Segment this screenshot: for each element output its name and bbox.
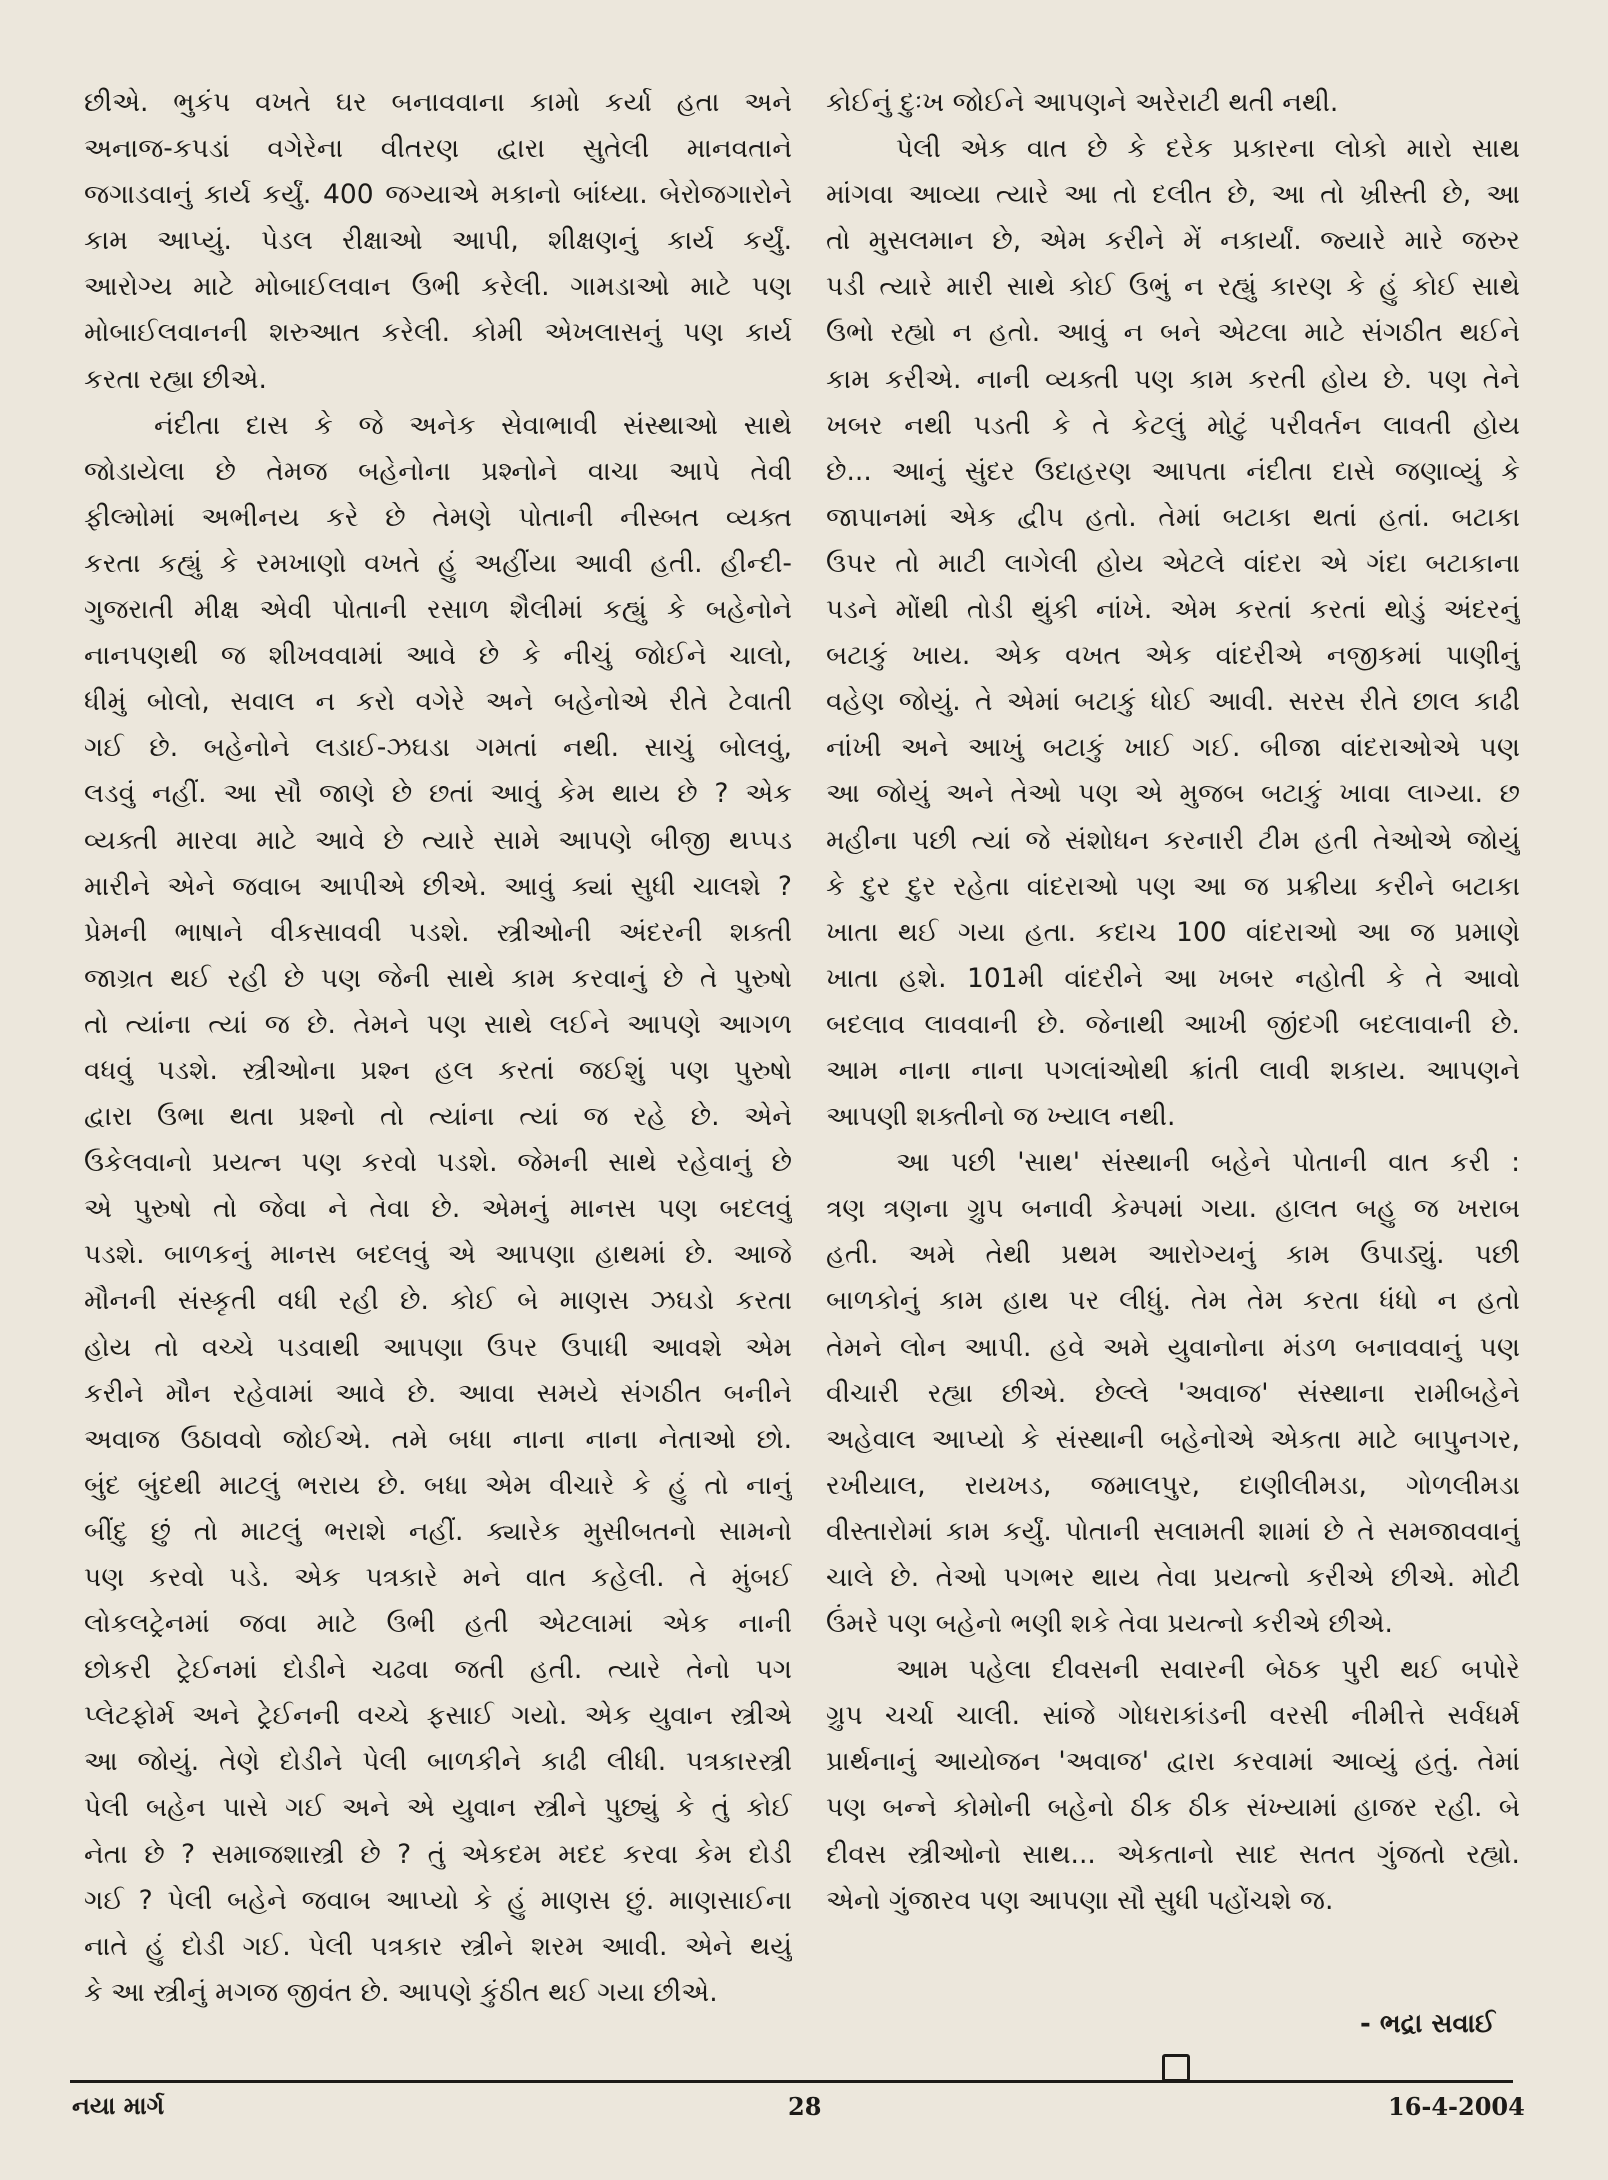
- text-line: બુંદ બુંદથી માટલું ભરાય છે. બધા એમ વીચારે કે હું તો નાનું: [84, 1469, 792, 1501]
- text-line: ગુજરાતી મીક્ષ એવી પોતાની રસાળ શૈલીમાં કહ્યું કે બહેનોને: [84, 594, 792, 626]
- text-line: જાગ્રત થઈ રહી છે પણ જેની સાથે કામ કરવાનું છે તે પુરુષો: [84, 962, 792, 994]
- text-line: આ જોયું. તેણે દોડીને પેલી બાળકીને કાઢી લીધી. પત્રકારસ્ત્રી: [84, 1746, 792, 1778]
- text-line: આપણી શક્તીનો જ ખ્યાલ નથી.: [826, 1101, 1176, 1133]
- text-line: ચાલે છે. તેઓ પગભર થાય તેવા પ્રયત્નો કરીએ છીએ. મોટી: [826, 1562, 1520, 1593]
- text-line: જગાડવાનું કાર્ય કર્યું. 400 જગ્યાએ મકાનો બાંધ્યા. બેરોજગારોને: [84, 179, 792, 211]
- text-line: આમ નાના નાના પગલાંઓથી ક્રાંતી લાવી શકાય. આપણને: [826, 1054, 1520, 1086]
- text-line: નાંખી અને આખું બટાકું ખાઈ ગઈ. બીજા વાંદરાઓએ પણ: [826, 732, 1520, 764]
- text-line: આરોગ્ય માટે મોબાઈલવાન ઉભી કરેલી. ગામડાઓ માટે પણ: [84, 271, 792, 303]
- article-end-square-icon: [1162, 2054, 1190, 2082]
- text-line: બટાકું ખાય. એક વખત એક વાંદરીએ નજીકમાં પાણીનું: [826, 640, 1520, 672]
- publication-name: નયા માર્ગ: [72, 2092, 165, 2120]
- text-line: ઉભો રહ્યો ન હતો. આવું ન બને એટલા માટે સંગઠીત થઈને: [826, 317, 1520, 349]
- text-line: ધીમું બોલો, સવાલ ન કરો વગેરે અને બહેનોએ રીતે ટેવાતી: [84, 686, 792, 718]
- text-line: આમ પહેલા દીવસની સવારની બેઠક પુરી થઈ બપોરે: [896, 1654, 1520, 1686]
- text-line: પેલી બહેન પાસે ગઈ અને એ યુવાન સ્ત્રીને પુછ્યું કે તું કોઈ: [84, 1792, 792, 1824]
- text-line: જાપાનમાં એક દ્વીપ હતો. તેમાં બટાકા થતાં હતાં. બટાકા: [826, 501, 1520, 533]
- text-line: તો મુસલમાન છે, એમ કરીને મેં નકાર્યાં. જ્યારે મારે જરુર: [826, 225, 1520, 257]
- text-line: છીએ. ભુકંપ વખતે ઘર બનાવવાના કામો કર્યા હતા અને: [84, 87, 792, 118]
- text-line: પડશે. બાળકનું માનસ બદલવું એ આપણા હાથમાં છે. આજે: [84, 1239, 792, 1271]
- text-line: કરતા રહ્યા છીએ.: [84, 363, 267, 395]
- author-signature: - ભદ્રા સવાઈ: [1360, 2009, 1496, 2039]
- article-right-column: [826, 80, 1520, 1924]
- text-line: પ્લેટફોર્મ અને ટ્રેઈનની વચ્ચે ફસાઈ ગયો. એક યુવાન સ્ત્રીએ: [84, 1700, 792, 1732]
- text-line: લોકલટ્રેનમાં જવા માટે ઉભી હતી એટલામાં એક નાની: [84, 1608, 792, 1640]
- text-line: કરતા કહ્યું કે રમખાણો વખતે હું અહીંયા આવી હતી. હીન્દી-: [84, 547, 792, 579]
- text-line: ગઈ છે. બહેનોને લડાઈ-ઝઘડા ગમતાં નથી. સાચું બોલવું,: [84, 732, 792, 764]
- text-line: બાળકોનું કામ હાથ પર લીધું. તેમ તેમ કરતા ધંધો ન હતો: [826, 1285, 1520, 1317]
- text-line: આ પછી 'સાથ' સંસ્થાની બહેને પોતાની વાત કરી :: [896, 1147, 1520, 1179]
- text-line: પ્રાર્થનાનું આયોજન 'અવાજ' દ્વારા કરવામાં આવ્યું હતું. તેમાં: [826, 1746, 1520, 1778]
- text-line: પણ બન્ને કોમોની બહેનો ઠીક ઠીક સંખ્યામાં હાજર રહી. બે: [826, 1792, 1520, 1824]
- text-line: મહીના પછી ત્યાં જે સંશોધન કરનારી ટીમ હતી તેઓએ જોયું: [826, 824, 1520, 856]
- issue-date: 16-4-2004: [1388, 2092, 1525, 2121]
- text-line: નાનપણથી જ શીખવવામાં આવે છે કે નીચું જોઈને ચાલો,: [84, 640, 792, 672]
- text-line: કે દુર દુર રહેતા વાંદરાઓ પણ આ જ પ્રક્રીયા કરીને બટાકા: [826, 870, 1520, 902]
- text-line: કે આ સ્ત્રીનું મગજ જીવંત છે. આપણે કુંઠીત થઈ ગયા છીએ.: [84, 1976, 718, 2008]
- text-line: એ પુરુષો તો જેવા ને તેવા છે. એમનું માનસ પણ બદલવું: [84, 1193, 792, 1225]
- text-line: વહેણ જોયું. તે એમાં બટાકું ધોઈ આવી. સરસ રીતે છાલ કાઢી: [826, 686, 1520, 718]
- text-line: પડને મોંથી તોડી થુંકી નાંખે. એમ કરતાં કરતાં થોડું અંદરનું: [826, 594, 1520, 626]
- text-line: પણ કરવો પડે. એક પત્રકારે મને વાત કહેલી. તે મુંબઈ: [84, 1562, 792, 1593]
- text-line: વ્યક્તી મારવા માટે આવે છે ત્યારે સામે આપણે બીજી થપ્પડ: [84, 824, 792, 856]
- text-line: મારીને એને જવાબ આપીએ છીએ. આવું ક્યાં સુધી ચાલશે ?: [84, 870, 792, 902]
- article-left-column: [84, 80, 792, 2016]
- text-line: નાતે હું દોડી ગઈ. પેલી પત્રકાર સ્ત્રીને શરમ આવી. એને થયું: [84, 1930, 792, 1962]
- text-line: પડી ત્યારે મારી સાથે કોઈ ઉભું ન રહ્યું કારણ કે હું કોઈ સાથે: [826, 271, 1520, 303]
- text-line: છે... આનું સુંદર ઉદાહરણ આપતા નંદીતા દાસે જણાવ્યું કે: [826, 455, 1520, 487]
- page-number: 28: [788, 2092, 822, 2121]
- text-line: ફીલ્મોમાં અભીનય કરે છે તેમણે પોતાની નીસ્બત વ્યક્ત: [84, 501, 792, 533]
- text-line: બદલાવ લાવવાની છે. જેનાથી આખી જીંદગી બદલાવાની છે.: [826, 1008, 1520, 1040]
- text-line: જોડાયેલા છે તેમજ બહેનોના પ્રશ્નોને વાચા આપે તેવી: [84, 455, 792, 487]
- text-line: વીસ્તારોમાં કામ કર્યું. પોતાની સલામતી શામાં છે તે સમજાવવાનું: [826, 1515, 1520, 1547]
- text-line: રખીયાલ, રાયખડ, જમાલપુર, દાણીલીમડા, ગોળલીમડા: [826, 1469, 1520, 1501]
- text-line: ખાતા હશે. 101મી વાંદરીને આ ખબર નહોતી કે તે આવો: [826, 962, 1520, 994]
- text-line: તો ત્યાંના ત્યાં જ છે. તેમને પણ સાથે લઈને આપણે આગળ: [84, 1008, 792, 1040]
- text-line: નંદીતા દાસ કે જે અનેક સેવાભાવી સંસ્થાઓ સાથે: [154, 409, 792, 441]
- text-line: ત્રણ ત્રણના ગ્રુપ બનાવી કેમ્પમાં ગયા. હાલત બહુ જ ખરાબ: [826, 1193, 1520, 1225]
- text-line: ખાતા થઈ ગયા હતા. કદાચ 100 વાંદરાઓ આ જ પ્રમાણે: [826, 916, 1520, 948]
- text-line: કામ કરીએ. નાની વ્યક્તી પણ કામ કરતી હોય છે. પણ તેને: [826, 363, 1520, 395]
- text-line: છોકરી ટ્રેઈનમાં દોડીને ચઢવા જતી હતી. ત્યારે તેનો પગ: [84, 1654, 792, 1686]
- text-line: દ્વારા ઉભા થતા પ્રશ્નો તો ત્યાંના ત્યાં જ રહે છે. એને: [84, 1101, 792, 1133]
- text-line: મોબાઈલવાનની શરુઆત કરેલી. કોમી એખલાસનું પણ કાર્ય: [84, 317, 792, 349]
- text-line: ઉકેલવાનો પ્રયત્ન પણ કરવો પડશે. જેમની સાથે રહેવાનું છે: [84, 1147, 792, 1179]
- text-line: કોઈનું દુઃખ જોઈને આપણને અરેરાટી થતી નથી.: [826, 87, 1339, 118]
- text-line: હોય તો વચ્ચે પડવાથી આપણા ઉપર ઉપાધી આવશે એમ: [84, 1331, 792, 1363]
- text-line: હતી. અમે તેથી પ્રથમ આરોગ્યનું કામ ઉપાડ્યું. પછી: [826, 1239, 1520, 1271]
- text-line: કામ આપ્યું. પેડલ રીક્ષાઓ આપી, શીક્ષણનું કાર્ય કર્યું.: [84, 225, 792, 257]
- text-line: મૌનની સંસ્કૃતી વધી રહી છે. કોઈ બે માણસ ઝઘડો કરતા: [84, 1285, 792, 1317]
- text-line: અવાજ ઉઠાવવો જોઈએ. તમે બધા નાના નાના નેતાઓ છો.: [84, 1423, 792, 1455]
- text-line: નેતા છે ? સમાજશાસ્ત્રી છે ? તું એકદમ મદદ કરવા કેમ દોડી: [84, 1838, 792, 1870]
- footer-divider: [70, 2080, 1513, 2083]
- text-line: અહેવાલ આપ્યો કે સંસ્થાની બહેનોએ એકતા માટે બાપુનગર,: [826, 1423, 1520, 1455]
- text-line: ગ્રુપ ચર્ચા ચાલી. સાંજે ગોધરાકાંડની વરસી નીમીત્તે સર્વધર્મ: [826, 1700, 1520, 1732]
- text-line: ઉપર તો માટી લાગેલી હોય એટલે વાંદરા એ ગંદા બટાકાના: [826, 547, 1520, 579]
- text-line: એનો ગુંજારવ પણ આપણા સૌ સુધી પહોંચશે જ.: [826, 1884, 1334, 1916]
- text-line: આ જોયું અને તેઓ પણ એ મુજબ બટાકું ખાવા લાગ્યા. છ: [826, 778, 1520, 810]
- text-line: વીચારી રહ્યા છીએ. છેલ્લે 'અવાજ' સંસ્થાના રામીબહેને: [826, 1377, 1520, 1409]
- text-line: પ્રેમની ભાષાને વીકસાવવી પડશે. સ્ત્રીઓની અંદરની શક્તી: [84, 916, 792, 948]
- text-line: દીવસ સ્ત્રીઓનો સાથ... એકતાનો સાદ સતત ગુંજતો રહ્યો.: [826, 1838, 1520, 1870]
- text-line: ગઈ ? પેલી બહેને જવાબ આપ્યો કે હું માણસ છું. માણસાઈના: [84, 1884, 792, 1916]
- text-line: તેમને લોન આપી. હવે અમે યુવાનોના મંડળ બનાવવાનું પણ: [826, 1331, 1520, 1363]
- text-line: વધવું પડશે. સ્ત્રીઓના પ્રશ્ન હલ કરતાં જઈશું પણ પુરુષો: [84, 1054, 792, 1086]
- text-line: ઉંમરે પણ બહેનો ભણી શકે તેવા પ્રયત્નો કરીએ છીએ.: [826, 1608, 1393, 1640]
- text-line: બીંદુ છું તો માટલું ભરાશે નહીં. ક્યારેક મુસીબતનો સામનો: [84, 1515, 792, 1547]
- text-line: પેલી એક વાત છે કે દરેક પ્રકારના લોકો મારો સાથ: [896, 133, 1520, 165]
- text-line: લડવું નહીં. આ સૌ જાણે છે છતાં આવું કેમ થાય છે ? એક: [84, 778, 792, 810]
- text-line: અનાજ-કપડાં વગેરેના વીતરણ દ્વારા સુતેલી માનવતાને: [84, 133, 792, 165]
- text-line: ખબર નથી પડતી કે તે કેટલું મોટું પરીવર્તન લાવતી હોય: [826, 409, 1520, 441]
- text-line: કરીને મૌન રહેવામાં આવે છે. આવા સમયે સંગઠીત બનીને: [84, 1377, 792, 1409]
- text-line: માંગવા આવ્યા ત્યારે આ તો દલીત છે, આ તો ખ્રીસ્તી છે, આ: [826, 179, 1520, 211]
